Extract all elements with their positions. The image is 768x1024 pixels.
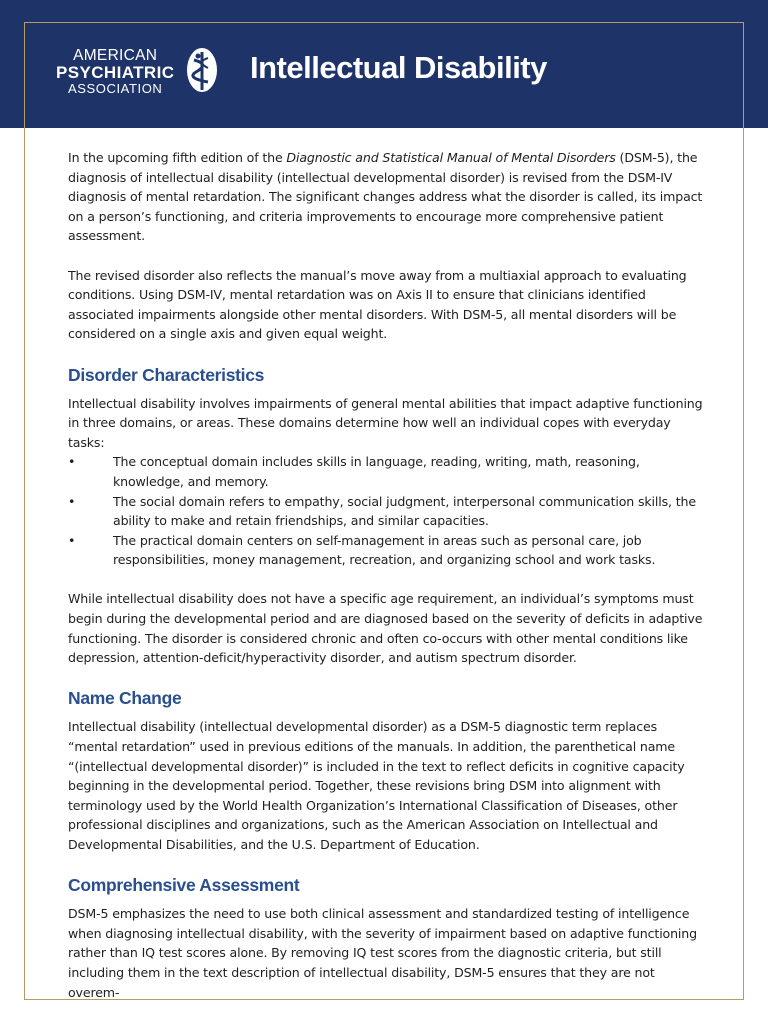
dsm-title-italic: Diagnostic and Statistical Manual of Mental Disorders [286, 150, 616, 165]
heading-disorder-characteristics: Disorder Characteristics [68, 364, 265, 385]
page-title: Intellectual Disability [250, 50, 547, 85]
bullet-icon: • [68, 454, 76, 470]
list-item: • The practical domain centers on self-management in areas such as personal care, job responsibilities, money management, recreation, and organizing school and work tasks. [68, 532, 656, 568]
domains-list [68, 452, 704, 570]
logo-text [56, 48, 174, 96]
name-change-paragraph: Intellectual disability (intellectual developmental disorder) as a DSM-5 diagnostic term replaces “mental retardation” used in previous editions of the manuals. In addition, the parenthetical name “(intellectual developmental disorder)” is included in the text to reflect deficits in cognitive capacity beginning in the developmental period. Together, these revisions bring DSM into alignment with terminology used by the World Health Organization’s International Classification of Diseases, other professional disciplines and organizations, such as the American Association on Intellectual and Developmental Disabilities, and the U.S. Department of Education. [68, 719, 685, 852]
bullet-icon: • [68, 532, 76, 548]
heading-name-change: Name Change [68, 688, 182, 709]
intro-paragraph-2: The revised disorder also reflects the manual’s move away from a multiaxial approach to evaluating conditions. Using DSM-IV, mental retardation was on Axis II to ensure that clinicians identified associated impairments alongside other mental disorders. With DSM-5, all mental disorders will be considered on a single axis and given equal weight. [68, 267, 687, 342]
characteristics-intro: Intellectual disability involves impairments of general mental abilities that impact adaptive functioning in three domains, or areas. These domains determine how well an individual copes with everyday tasks: [68, 395, 703, 450]
document-body [68, 148, 704, 1022]
assessment-paragraph: DSM-5 emphasizes the need to use both clinical assessment and standardized testing of intelligence when diagnosing intellectual disability, with the severity of impairment based on adaptive functioning rather than IQ test scores alone. By removing IQ test scores from the diagnostic criteria, but still including them in the text description of intellectual disability, DSM-5 ensures that they are not overem- [68, 906, 697, 1000]
logo-line-3: ASSOCIATION [67, 81, 163, 97]
list-item: • The conceptual domain includes skills in language, reading, writing, math, reasoning, knowledge, and memory. [68, 454, 640, 489]
apa-emblem-icon [180, 44, 224, 100]
logo-line-2: PSYCHIATRIC [56, 63, 175, 83]
apa-logo [56, 42, 224, 102]
intro-paragraph-1: In the upcoming fifth edition of the Diagnostic and Statistical Manual of Mental Disorders (DSM-5), the diagnosis of intellectual disability (intellectual developmental disorder) is revised from the DSM-IV diagnosis of mental retardation. The significant changes address what the disorder is called, its impact on a person’s functioning, and criteria improvements to encourage more comprehensive patient assessment. [68, 150, 703, 244]
characteristics-paragraph: While intellectual disability does not have a specific age requirement, an individual’s symptoms must begin during the developmental period and are diagnosed based on the severity of deficits in adaptive functioning. The disorder is considered chronic and often co-occurs with other mental conditions like depression, attention-deficit/hyperactivity disorder, and autism spectrum disorder. [68, 591, 703, 666]
logo-line-1: AMERICAN [73, 47, 158, 65]
list-item: • The social domain refers to empathy, social judgment, interpersonal communication skills, the ability to make and retain friendships, and similar capacities. [68, 493, 696, 529]
bullet-icon: • [68, 493, 76, 509]
heading-comprehensive-assessment: Comprehensive Assessment [68, 875, 300, 896]
